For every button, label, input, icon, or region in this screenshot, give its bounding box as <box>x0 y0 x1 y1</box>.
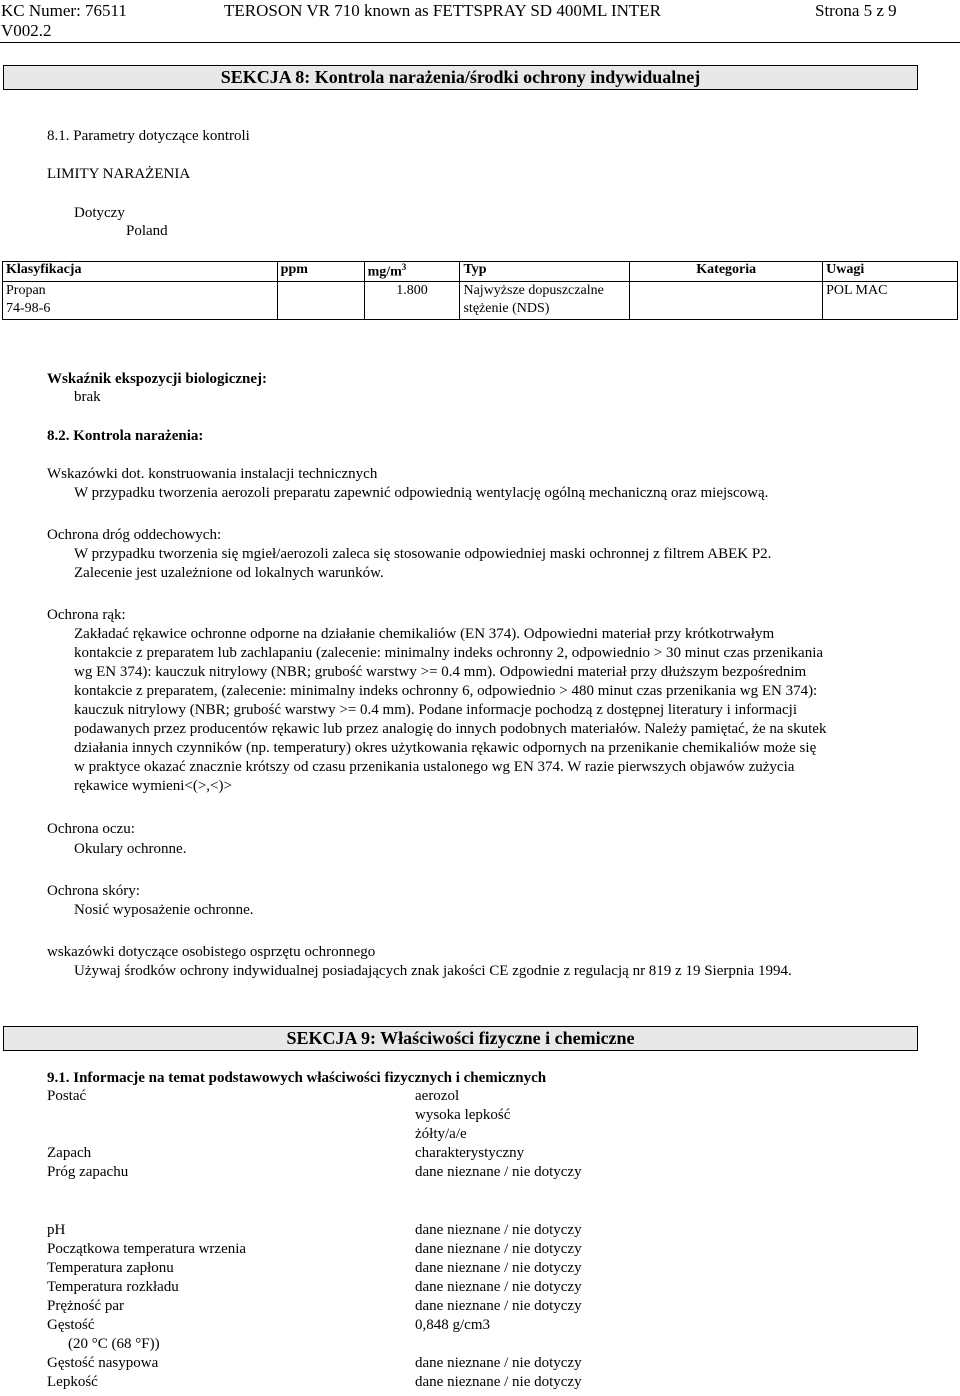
prop-value-vapor-pressure: dane nieznane / nie dotyczy <box>415 1298 582 1314</box>
prop-label-viscosity: Lepkość <box>47 1374 98 1390</box>
header-divider <box>0 42 960 43</box>
prop-value-decomposition: dane nieznane / nie dotyczy <box>415 1279 582 1295</box>
cell-ppm <box>277 281 364 319</box>
subsection-8-1: 8.1. Parametry dotyczące kontroli <box>47 128 250 144</box>
respiratory-title: Ochrona dróg oddechowych: <box>47 527 222 543</box>
country-label: Poland <box>126 223 168 239</box>
hand-line-7: działania innych czynników (np. temperatury) okres użytkowania rękawic odpornych na przenikanie chemikaliów może się <box>74 740 817 756</box>
prop-value-odor-threshold: dane nieznane / nie dotyczy <box>415 1164 582 1180</box>
substance-name: Propan <box>6 282 46 298</box>
col-header-ppm: ppm <box>277 262 364 282</box>
hand-line-9: rękawice wymieni<(>,<)> <box>74 778 232 794</box>
cell-remarks: POL MAC <box>823 281 958 319</box>
cell-mgm3: 1.800 <box>364 281 460 319</box>
cell-category <box>630 281 823 319</box>
prop-label-vapor-pressure: Prężność par <box>47 1298 125 1314</box>
hand-line-6: podawanych przez producentów rękawic lub przez analogię do innych podobnych materiałów. Należy pamiętać, że na skutek <box>74 721 827 737</box>
hand-line-5: kauczuk nitrylowy (NBR; grubość warstwy >= 0.4 mm). Podane informacje pochodzą z dostępnej literatury i informacji <box>74 702 797 718</box>
prop-value-bulk-density: dane nieznane / nie dotyczy <box>415 1355 582 1371</box>
hand-line-8: w praktyce okazać znacznie krótszy od czasu przenikania ustalonego wg EN 374. W razie pierwszych objawów zużycia <box>74 759 795 775</box>
hand-protection-title: Ochrona rąk: <box>47 607 126 623</box>
prop-label-boiling-point: Początkowa temperatura wrzenia <box>47 1241 247 1257</box>
prop-label-decomposition: Temperatura rozkładu <box>47 1279 179 1295</box>
prop-label-density-condition: (20 °C (68 °F)) <box>68 1336 160 1352</box>
skin-protection-value: Nosić wyposażenie ochronne. <box>74 902 254 918</box>
prop-label-form: Postać <box>47 1088 87 1104</box>
version: V002.2 <box>1 21 52 40</box>
hand-line-1: Zakładać rękawice ochronne odporne na działanie chemikaliów (EN 374). Odpowiedni materiał przy krótkotrwałym <box>74 626 775 642</box>
table-header-row <box>3 262 958 282</box>
type-line-2: stężenie (NDS) <box>463 300 550 316</box>
col-header-classification: Klasyfikacja <box>3 262 278 282</box>
subsection-8-2: 8.2. Kontrola narażenia: <box>47 428 204 444</box>
prop-value-ph: dane nieznane / nie dotyczy <box>415 1222 582 1238</box>
prop-value-form-3: żółty/a/e <box>415 1126 467 1142</box>
col-header-remarks: Uwagi <box>823 262 958 282</box>
prop-value-form: aerozol <box>415 1088 460 1104</box>
col-header-type: Typ <box>460 262 630 282</box>
prop-label-odor-threshold: Próg zapachu <box>47 1164 129 1180</box>
section-9-title: SEKCJA 9: Właściwości fizyczne i chemiczne <box>3 1026 918 1051</box>
skin-protection-title: Ochrona skóry: <box>47 883 140 899</box>
bio-exposure-value: brak <box>74 389 101 405</box>
respiratory-line-2: Zalecenie jest uzależnione od lokalnych warunków. <box>74 565 384 581</box>
product-name: TEROSON VR 710 known as FETTSPRAY SD 400ML INTER <box>224 1 662 20</box>
prop-label-flash-point: Temperatura zapłonu <box>47 1260 174 1276</box>
prop-value-boiling-point: dane nieznane / nie dotyczy <box>415 1241 582 1257</box>
hand-line-4: kontakcie z preparatem, (zalecenie: minimalny indeks ochronny 6, odpowiednio > 480 minut czas przenikania wg EN 374): <box>74 683 818 699</box>
page-number: Strona 5 z 9 <box>815 1 897 20</box>
prop-value-viscosity: dane nieznane / nie dotyczy <box>415 1374 582 1390</box>
mgm3-text: mg/m <box>367 264 402 280</box>
engineering-text: W przypadku tworzenia aerozoli preparatu zapewnić odpowiednią wentylację ogólną mechaniczną oraz miejscową. <box>74 485 769 501</box>
subsection-9-1: 9.1. Informacje na temat podstawowych właściwości fizycznych i chemicznych <box>47 1070 547 1086</box>
engineering-title: Wskazówki dot. konstruowania instalacji technicznych <box>47 466 378 482</box>
prop-label-ph: pH <box>47 1222 66 1238</box>
prop-value-density: 0,848 g/cm3 <box>415 1317 490 1333</box>
prop-value-flash-point: dane nieznane / nie dotyczy <box>415 1260 582 1276</box>
eye-protection-value: Okulary ochronne. <box>74 841 187 857</box>
exposure-limits-table <box>2 261 958 320</box>
bio-exposure-title: Wskaźnik ekspozycji biologicznej: <box>47 371 267 387</box>
section-8-title: SEKCJA 8: Kontrola narażenia/środki ochrony indywidualnej <box>3 65 918 90</box>
hand-line-2: kontakcie z preparatem lub zachlapaniu (zalecenie: minimalny indeks ochronny 2, odpowiednio > 30 minut czas przenikania <box>74 645 824 661</box>
prop-label-odor: Zapach <box>47 1145 92 1161</box>
kc-number: KC Numer: 76511 <box>1 1 127 20</box>
table-row <box>3 281 958 319</box>
mgm3-superscript: 3 <box>401 262 407 272</box>
prop-value-odor: charakterystyczny <box>415 1145 525 1161</box>
eye-protection-title: Ochrona oczu: <box>47 821 135 837</box>
col-header-category: Kategoria <box>630 262 823 282</box>
prop-value-form-2: wysoka lepkość <box>415 1107 511 1123</box>
prop-label-bulk-density: Gęstość nasypowa <box>47 1355 159 1371</box>
cell-type <box>460 281 630 319</box>
ppe-title: wskazówki dotyczące osobistego osprzętu ochronnego <box>47 944 376 960</box>
type-line-1: Najwyższe dopuszczalne <box>463 282 604 298</box>
ppe-text: Używaj środków ochrony indywidualnej posiadających znak jakości CE zgodnie z regulacją nr 819 z 19 Sierpnia 1994. <box>74 963 792 979</box>
substance-cas: 74-98-6 <box>6 300 51 316</box>
hand-line-3: wg EN 374): kauczuk nitrylowy (NBR; grubość warstwy >= 0.4 mm). Odpowiedni materiał przy dłuższym bezpośrednim <box>74 664 807 680</box>
col-header-mgm3 <box>364 262 460 282</box>
cell-substance <box>3 281 278 319</box>
exposure-limits-heading: LIMITY NARAŻENIA <box>47 166 191 182</box>
respiratory-line-1: W przypadku tworzenia się mgieł/aerozoli zaleca się stosowanie odpowiedniej maski ochronnej z filtrem ABEK P2. <box>74 546 772 562</box>
applies-label: Dotyczy <box>74 205 125 221</box>
prop-label-density: Gęstość <box>47 1317 95 1333</box>
